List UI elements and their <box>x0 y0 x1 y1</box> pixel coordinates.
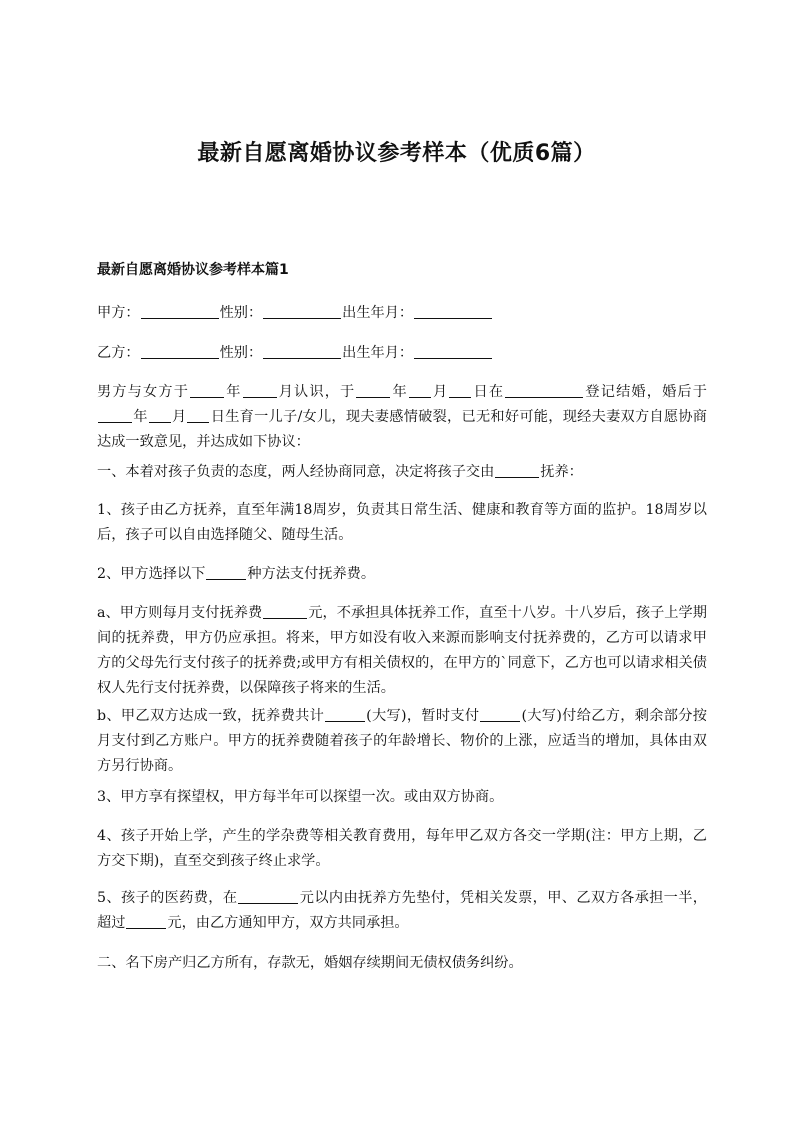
item-a-text-2: 元，不承担具体抚养工作，直至十八岁。十八岁后，孩子上学期间的抚养费，甲方仍应承担。将来，甲方如没有收入来源而影响支付抚养费的，乙方可以请求甲方的父母先行支付孩子的抚养费;或甲方有相关债权的，在甲方的`同意下，乙方也可以请求相关债权人先行支付抚养费，以保障孩子将来的生活。 <box>97 605 707 696</box>
item-3: 3、甲方享有探望权，甲方每半年可以探望一次。或由双方协商。 <box>97 789 504 805</box>
marry-month-blank <box>409 382 431 398</box>
item-b-text-3: (大写)付给乙方，剩余部分按月支付到乙方账户。甲方的抚养费随着孩子的年龄增长、物价的上涨，应适当的增加，具体由双方另行协商。 <box>97 708 707 774</box>
intro-text-9: 月 <box>171 409 187 425</box>
party-b-gender-label: 性别： <box>219 345 263 361</box>
birth-month-blank <box>149 407 171 423</box>
item-5-text-1: 5、孩子的医药费，在 <box>97 890 238 906</box>
intro-text-6: 日在 <box>472 384 505 400</box>
item-1: 1、孩子由乙方抚养，直至年满18周岁，负责其日常生活、健康和教育等方面的监护。18周岁以后，孩子可以自由选择随父、随母生活。 <box>97 502 707 543</box>
party-a-gender-label: 性别： <box>219 305 263 321</box>
party-a-label: 甲方： <box>97 305 140 321</box>
clause-2: 二、名下房产归乙方所有，存款无，婚姻存续期间无债权债务纠纷。 <box>97 955 523 971</box>
clause-1-text-2: 抚养： <box>540 464 583 480</box>
custody-blank <box>495 462 539 478</box>
item-a <box>97 601 707 701</box>
section-title: 最新自愿离婚协议参考样本篇1 <box>97 262 289 278</box>
party-b-birth-blank <box>414 343 492 359</box>
intro-text-1: 男方与女方于 <box>97 384 190 400</box>
party-b-gender-blank <box>263 343 341 359</box>
item-5 <box>97 886 707 936</box>
item-b <box>97 704 707 779</box>
clause-1-text-1: 一、本着对孩子负责的态度，两人经协商同意，决定将孩子交由 <box>97 464 495 480</box>
party-b-label: 乙方： <box>97 345 140 361</box>
party-b-name-blank <box>141 343 219 359</box>
intro-text-7: 登记结婚，婚后于 <box>584 384 707 400</box>
intro-text-3: 月认识，于 <box>277 384 356 400</box>
meet-month-blank <box>243 382 277 398</box>
birth-year-blank <box>98 407 132 423</box>
intro-text-4: 年 <box>391 384 408 400</box>
party-a-gender-blank <box>263 303 341 319</box>
item-5-text-2: 元以内由抚养方先垫付，凭相关发票，甲、乙双方各承担一半，超过 <box>97 890 707 931</box>
item-b-text-2: (大写)，暂时支付 <box>366 708 480 724</box>
intro-text-2: 年 <box>225 384 242 400</box>
medical-excess-blank <box>126 913 166 929</box>
party-a-birth-label: 出生年月： <box>342 305 414 321</box>
party-a-birth-blank <box>414 303 492 319</box>
marry-year-blank <box>356 382 390 398</box>
payment-method-blank <box>206 564 246 580</box>
birth-day-blank <box>187 407 209 423</box>
intro-paragraph <box>97 380 707 455</box>
medical-limit-blank <box>238 888 298 904</box>
marry-day-blank <box>449 382 471 398</box>
temporary-payment-blank <box>480 706 520 722</box>
party-a-line <box>97 301 707 326</box>
intro-text-8: 年 <box>133 409 148 425</box>
monthly-support-blank <box>263 603 307 619</box>
clause-1 <box>97 460 707 485</box>
item-a-text-1: a、甲方则每月支付抚养费 <box>97 605 263 621</box>
item-b-text-1: b、甲乙双方达成一致，抚养费共计 <box>97 708 325 724</box>
intro-text-5: 月 <box>431 384 449 400</box>
intro-text-10: 日生育一儿子/女儿，现夫妻感情破裂，已无和好可能，现经夫妻双方自愿协商达成一致意见，并达成如下协议： <box>97 409 707 450</box>
item-5-text-3: 元，由乙方通知甲方，双方共同承担。 <box>167 915 409 931</box>
document-title: 最新自愿离婚协议参考样本（优质6篇） <box>197 141 596 166</box>
party-a-name-blank <box>141 303 219 319</box>
meet-year-blank <box>190 382 224 398</box>
item-2 <box>97 562 707 587</box>
party-b-line <box>97 341 707 366</box>
item-2-text-1: 2、甲方选择以下 <box>97 566 206 582</box>
party-b-birth-label: 出生年月： <box>342 345 414 361</box>
registry-place-blank <box>505 382 583 398</box>
total-support-blank <box>325 706 365 722</box>
item-2-text-2: 种方法支付抚养费。 <box>247 566 376 582</box>
item-4: 4、孩子开始上学，产生的学杂费等相关教育费用，每年甲乙双方各交一学期(注：甲方上期，乙方交下期)，直至交到孩子终止求学。 <box>97 828 707 869</box>
